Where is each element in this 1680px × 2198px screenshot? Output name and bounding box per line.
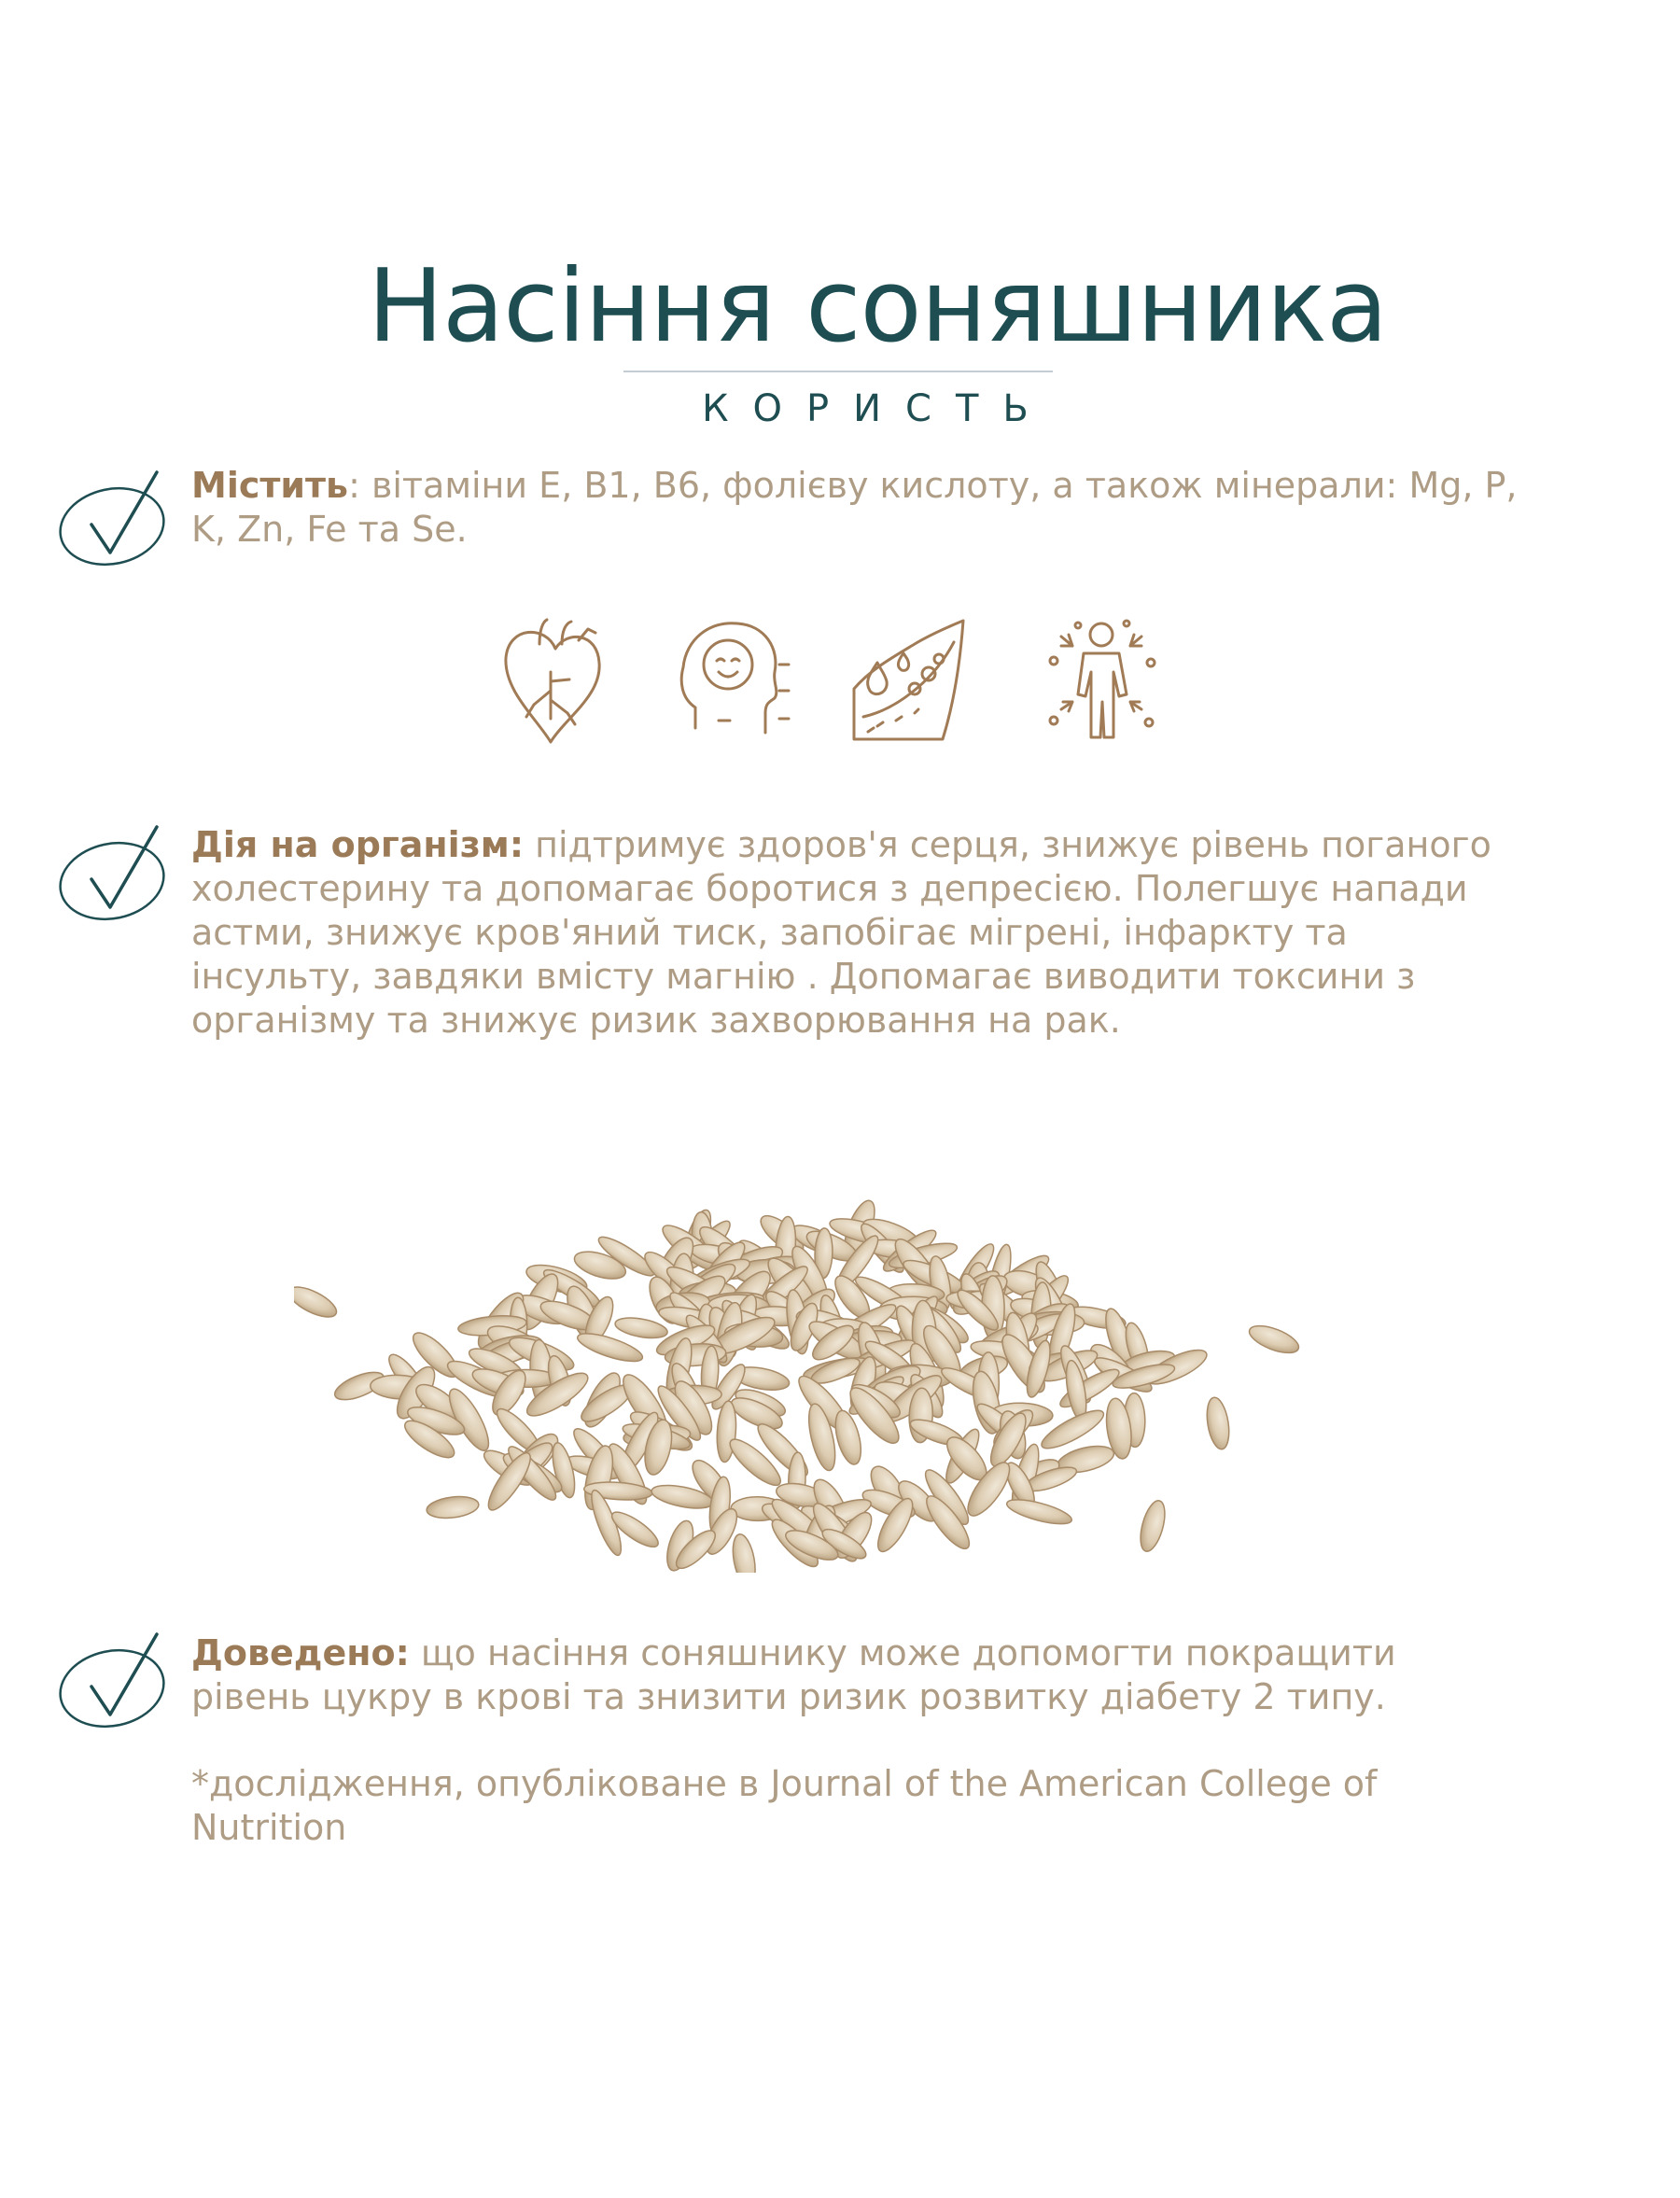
seed xyxy=(426,1494,480,1521)
check-icon xyxy=(54,1629,177,1741)
contains-text: : вітаміни Е, В1, В6, фолієву кислоту, а також мінерали: Mg, P, K, Zn, Fe та Se. xyxy=(191,465,1518,550)
page-subtitle: КОРИСТЬ xyxy=(702,387,1053,430)
proven-label: Доведено: xyxy=(191,1632,410,1673)
blood-vessel-icon xyxy=(849,616,971,747)
check-icon xyxy=(54,821,177,933)
contains-paragraph xyxy=(191,464,1526,552)
sunflower-seeds-image xyxy=(294,1115,1302,1573)
proven-paragraph xyxy=(191,1631,1526,1719)
footnote: *дослідження, опубліковане в Journal of the American College of Nutrition xyxy=(191,1763,1378,1848)
page-title: Насіння соняшника xyxy=(367,248,1388,365)
effect-label: Дія на організм: xyxy=(191,824,525,865)
effect-text: підтримує здоров'я серця, знижує рівень поганого холестерину та допомагає боротися з депресією. Полегшує напади астми, знижує кров'яний тиск, запобігає мігрені, інфаркту та інсульту, завдяки вмісту магнію . Допомагає виводити токсини з організму та знижує ризик захворювання на рак. xyxy=(191,824,1491,1041)
check-icon xyxy=(54,467,177,579)
seed xyxy=(1246,1321,1302,1359)
seed xyxy=(294,1281,341,1323)
seed xyxy=(1136,1498,1169,1554)
seed xyxy=(1004,1495,1073,1529)
contains-label: Містить xyxy=(191,465,349,506)
proven-text: що насіння соняшнику може допомогти покращити рівень цукру в крові та знизити ризик розвитку діабету 2 типу. xyxy=(191,1632,1396,1717)
benefit-icons-row xyxy=(495,616,1185,756)
seed xyxy=(729,1533,759,1573)
title-underline xyxy=(623,371,1053,372)
heart-icon xyxy=(495,616,616,747)
seed xyxy=(1204,1396,1233,1451)
seed xyxy=(613,1314,668,1341)
body-detox-icon xyxy=(1041,616,1162,747)
mind-icon xyxy=(672,616,793,747)
effect-paragraph xyxy=(191,823,1526,1043)
